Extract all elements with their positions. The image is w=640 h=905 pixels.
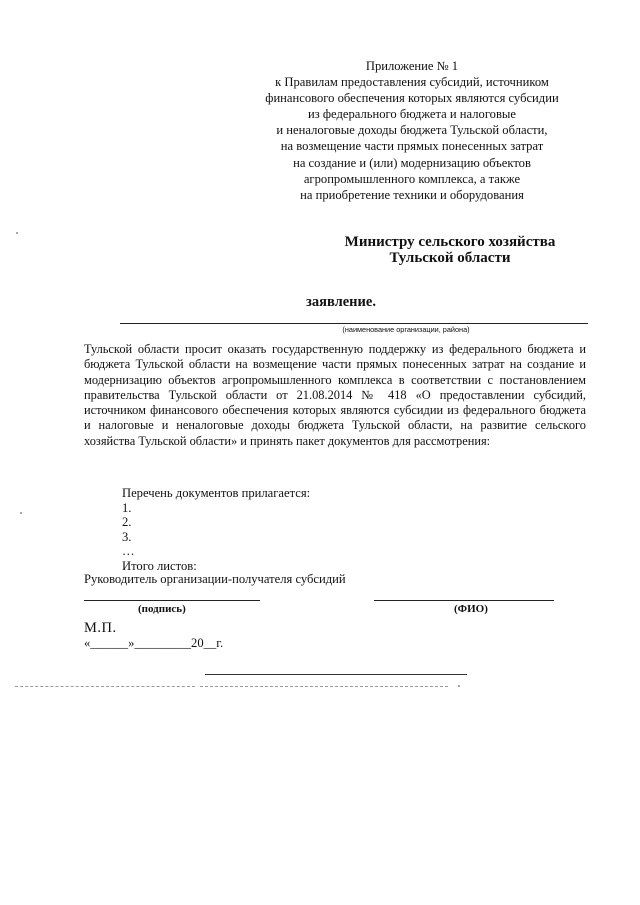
signature-line	[84, 600, 260, 601]
signature-label: (подпись)	[138, 603, 186, 615]
addressee-line-2: Тульской области	[389, 250, 511, 266]
documents-intro: Перечень документов прилагается:	[122, 486, 311, 500]
scan-artifact-line	[15, 686, 195, 687]
addressee	[300, 234, 600, 266]
document-item: 3.	[122, 529, 132, 544]
appendix-line: Приложение № 1	[365, 59, 459, 73]
application-body: Тульской области просит оказать государственную поддержку из федерального бюджета и бюджета Тульской области на возмещение части прямых понесенных затрат на создание и модернизацию объектов агропромышленного комплекса в соответствии с постановлением правительства Тульской области от 21.08.2014 № 418 «О предоставлении субсидий, источником финансового обеспечения которых являются субсидии из федерального бюджета и налоговые и неналоговые доходы бюджета Тульской области, на развитие сельского хозяйства Тульской области» и принять пакет документов для рассмотрения:	[84, 342, 586, 448]
organization-name-line	[120, 323, 588, 324]
organization-caption	[120, 325, 588, 334]
stamp-mark: М.П.	[84, 620, 117, 636]
documents-total: Итого листов:	[122, 558, 197, 573]
appendix-line: и неналоговые доходы бюджета Тульской области,	[276, 123, 548, 138]
appendix-line: на возмещение части прямых понесенных затрат	[280, 139, 544, 154]
full-name-label: (ФИО)	[454, 603, 488, 615]
date-field: «______»_________20__г.	[84, 636, 224, 650]
appendix-line: к Правилам предоставления субсидий, источником	[275, 75, 549, 90]
documents-list	[122, 486, 310, 574]
full-name-line	[374, 600, 554, 601]
document-item: 2.	[122, 515, 132, 530]
appendix-header	[232, 58, 592, 203]
appendix-line: агропромышленного комплекса, а также	[303, 171, 521, 186]
scan-artifact-dot	[20, 512, 22, 514]
scan-artifact-dot	[16, 232, 18, 234]
appendix-line: на создание и (или) модернизацию объектов	[293, 155, 531, 170]
head-of-organization-label: Руководитель организации-получателя субсидий	[84, 572, 346, 586]
addressee-line-1: Министру сельского хозяйства	[344, 234, 556, 250]
scan-artifact-line	[200, 686, 448, 687]
appendix-line: из федерального бюджета и налоговые	[308, 107, 516, 122]
document-item: …	[122, 544, 135, 559]
appendix-line: на приобретение техники и оборудования	[300, 187, 524, 202]
organization-caption-text: (наименование организации, района)	[342, 325, 470, 334]
bottom-rule	[205, 674, 467, 675]
appendix-line: финансового обеспечения которых являются субсидии	[265, 91, 559, 106]
document-item: 1.	[122, 500, 132, 515]
document-title: заявление.	[306, 294, 376, 310]
scan-artifact-dot	[458, 685, 460, 687]
